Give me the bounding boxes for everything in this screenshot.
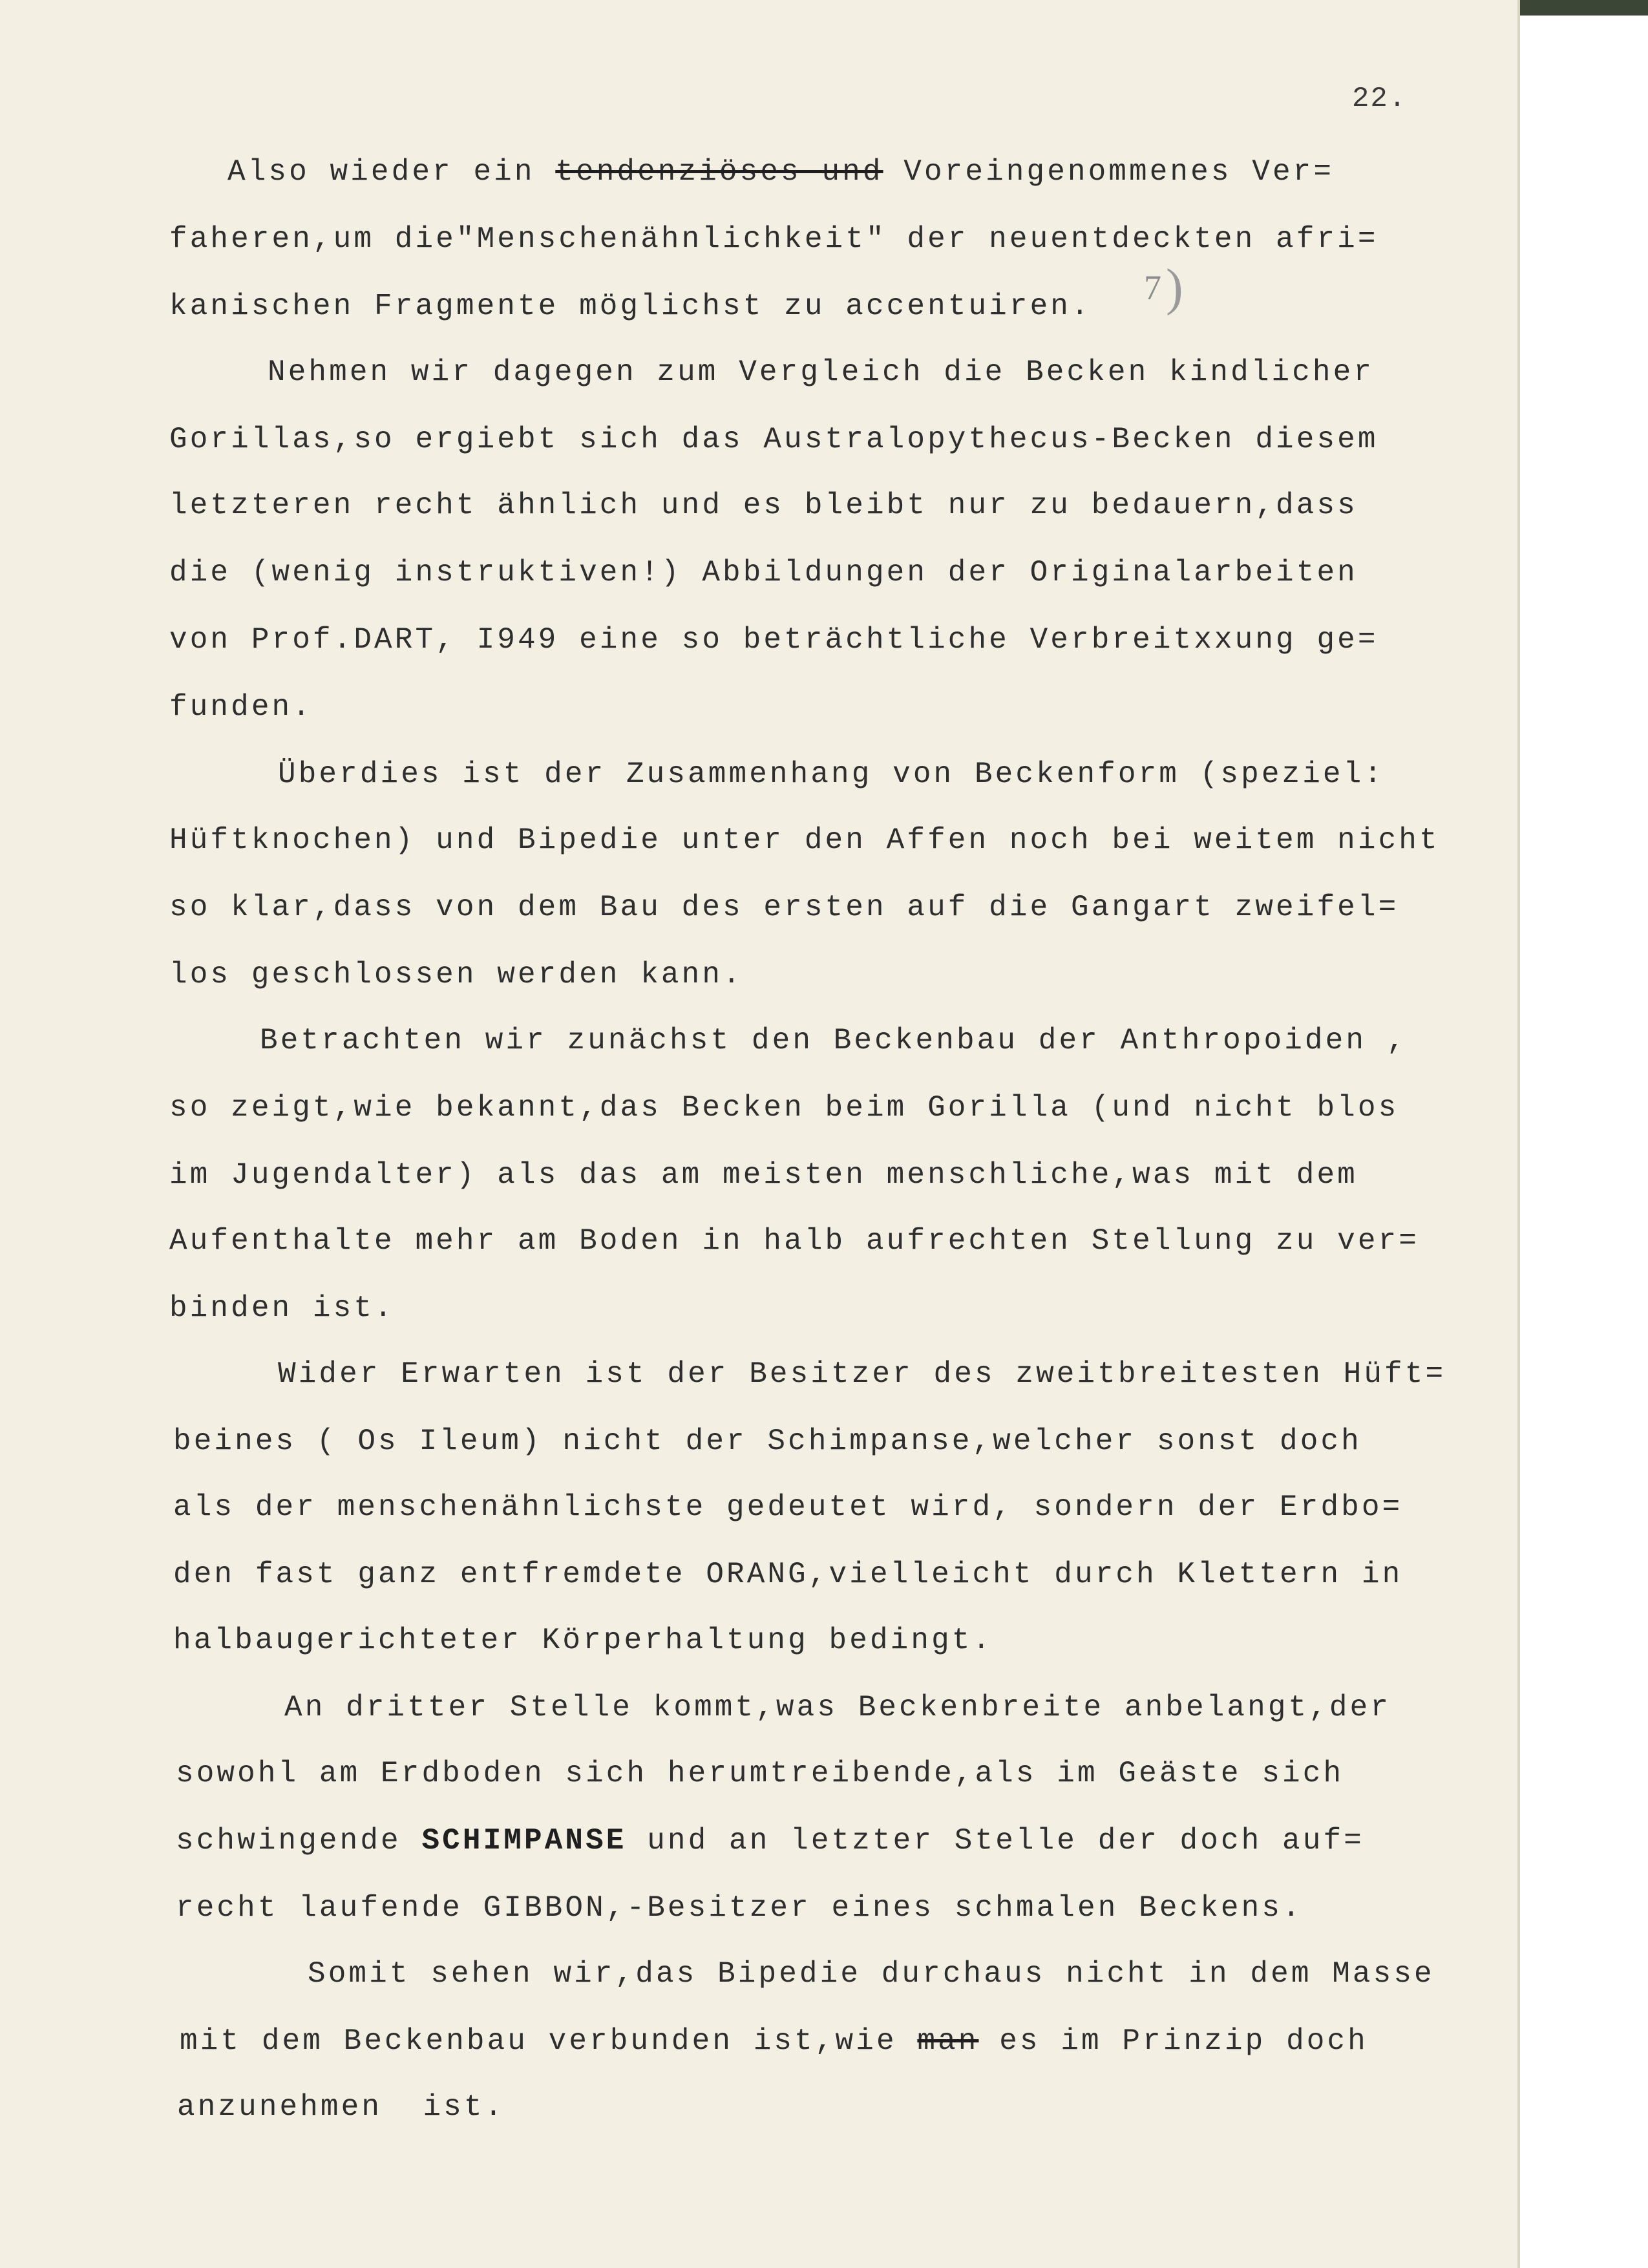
text-segment: die (wenig instruktiven!) Abbildungen der Originalarbeiten (169, 556, 1358, 589)
text-segment: beines ( Os Ileum) nicht der Schimpanse,welcher sonst doch (173, 1425, 1362, 1458)
text-line (169, 420, 1379, 459)
text-segment: recht laufende GIBBON,-Besitzer eines schmalen Beckens. (176, 1891, 1303, 1925)
text-line (268, 353, 1374, 392)
page-number: 22. (1352, 83, 1408, 115)
text-line (169, 955, 743, 994)
text-segment: faheren,um die"Menschenähnlichkeit" der neuentdeckten afri= (169, 222, 1379, 256)
text-segment: An dritter Stelle kommt,was Beckenbreite anbelangt,der (284, 1691, 1391, 1724)
text-segment: Somit sehen wir,das Bipedie durchaus nicht in dem Masse (308, 1957, 1435, 1991)
text-line (176, 1821, 1364, 1860)
emphasized-text: SCHIMPANSE (421, 1824, 627, 1858)
text-line (169, 220, 1379, 259)
text-segment: den fast ganz entfremdete ORANG,vielleicht durch Klettern in (173, 1558, 1403, 1591)
text-segment: Hüftknochen) und Bipedie unter den Affen noch bei weitem nicht (169, 823, 1440, 857)
text-segment: schwingende (176, 1824, 422, 1858)
text-line (177, 2088, 505, 2126)
text-segment: so klar,dass von dem Bau des ersten auf die Gangart zweifel= (169, 891, 1399, 924)
text-segment: so zeigt,wie bekannt,das Becken beim Gorilla (und nicht blos (169, 1091, 1399, 1125)
text-line (169, 620, 1379, 659)
text-segment: Voreingenommenes Ver= (883, 155, 1335, 189)
text-segment: im Jugendalter) als das am meisten menschliche,was mit dem (169, 1158, 1358, 1192)
text-segment: als der menschenähnlichste gedeutet wird, sondern der Erdbo= (173, 1490, 1403, 1524)
text-line (260, 1021, 1407, 1060)
text-segment: Also wieder ein (227, 155, 556, 189)
text-segment: sowohl am Erdboden sich herumtreibende,als im Geäste sich (176, 1757, 1344, 1790)
text-segment: kanischen Fragmente möglichst zu accentuiren. (169, 290, 1092, 323)
footnote-mark: 7 (1144, 268, 1161, 307)
text-line (169, 1156, 1358, 1194)
text-segment: und an letzter Stelle der doch auf= (626, 1824, 1364, 1858)
text-line (173, 1555, 1402, 1594)
page-edge (1517, 0, 1520, 2268)
text-line (169, 486, 1358, 525)
text-segment: letzteren recht ähnlich und es bleibt nur zu bedauern,dass (169, 489, 1358, 522)
text-line (278, 1355, 1446, 1394)
text-line (169, 821, 1440, 860)
text-segment: mit dem Beckenbau verbunden ist,wie (180, 2024, 918, 2058)
text-segment: Nehmen wir dagegen zum Vergleich die Becken kindlicher (268, 355, 1375, 389)
text-segment: halbaugerichteter Körperhaltung bedingt. (173, 1624, 993, 1657)
text-line (173, 1422, 1362, 1461)
text-line (169, 888, 1399, 927)
text-line (169, 1289, 395, 1328)
text-segment: Aufenthalte mehr am Boden in halb aufrechten Stellung zu ver= (169, 1224, 1419, 1258)
text-segment: Gorillas,so ergiebt sich das Australopythecus-Becken diesem (169, 423, 1379, 456)
text-line (169, 688, 313, 726)
footnote-paren: ) (1166, 259, 1183, 316)
text-line (308, 1955, 1435, 1993)
text-segment: anzunehmen ist. (177, 2090, 505, 2124)
text-line (278, 755, 1384, 794)
text-line (169, 553, 1358, 592)
text-line (180, 2022, 1368, 2061)
text-line (169, 1222, 1419, 1260)
text-segment: los geschlossen werden kann. (169, 958, 743, 991)
text-line (176, 1754, 1344, 1793)
text-line (173, 1621, 993, 1660)
text-line (227, 153, 1334, 191)
text-line (173, 1488, 1402, 1527)
text-segment: Betrachten wir zunächst den Beckenbau der Anthropoiden , (260, 1024, 1408, 1057)
struck-text: tendenziöses und (555, 155, 883, 189)
text-line (176, 1889, 1303, 1927)
text-line (169, 1088, 1399, 1127)
text-segment: binden ist. (169, 1291, 395, 1325)
text-line (169, 287, 1092, 326)
text-segment: Wider Erwarten ist der Besitzer des zweitbreitesten Hüft= (278, 1357, 1446, 1391)
background-strip (1520, 0, 1648, 16)
struck-text: man (917, 2024, 979, 2058)
text-segment: Überdies ist der Zusammenhang von Beckenform (speziel: (278, 758, 1385, 791)
text-segment: es im Prinzip doch (978, 2024, 1368, 2058)
text-segment: funden. (169, 690, 313, 724)
text-line (284, 1688, 1391, 1727)
text-segment: von Prof.DART, I949 eine so beträchtliche Verbreitxxung ge= (169, 623, 1379, 657)
